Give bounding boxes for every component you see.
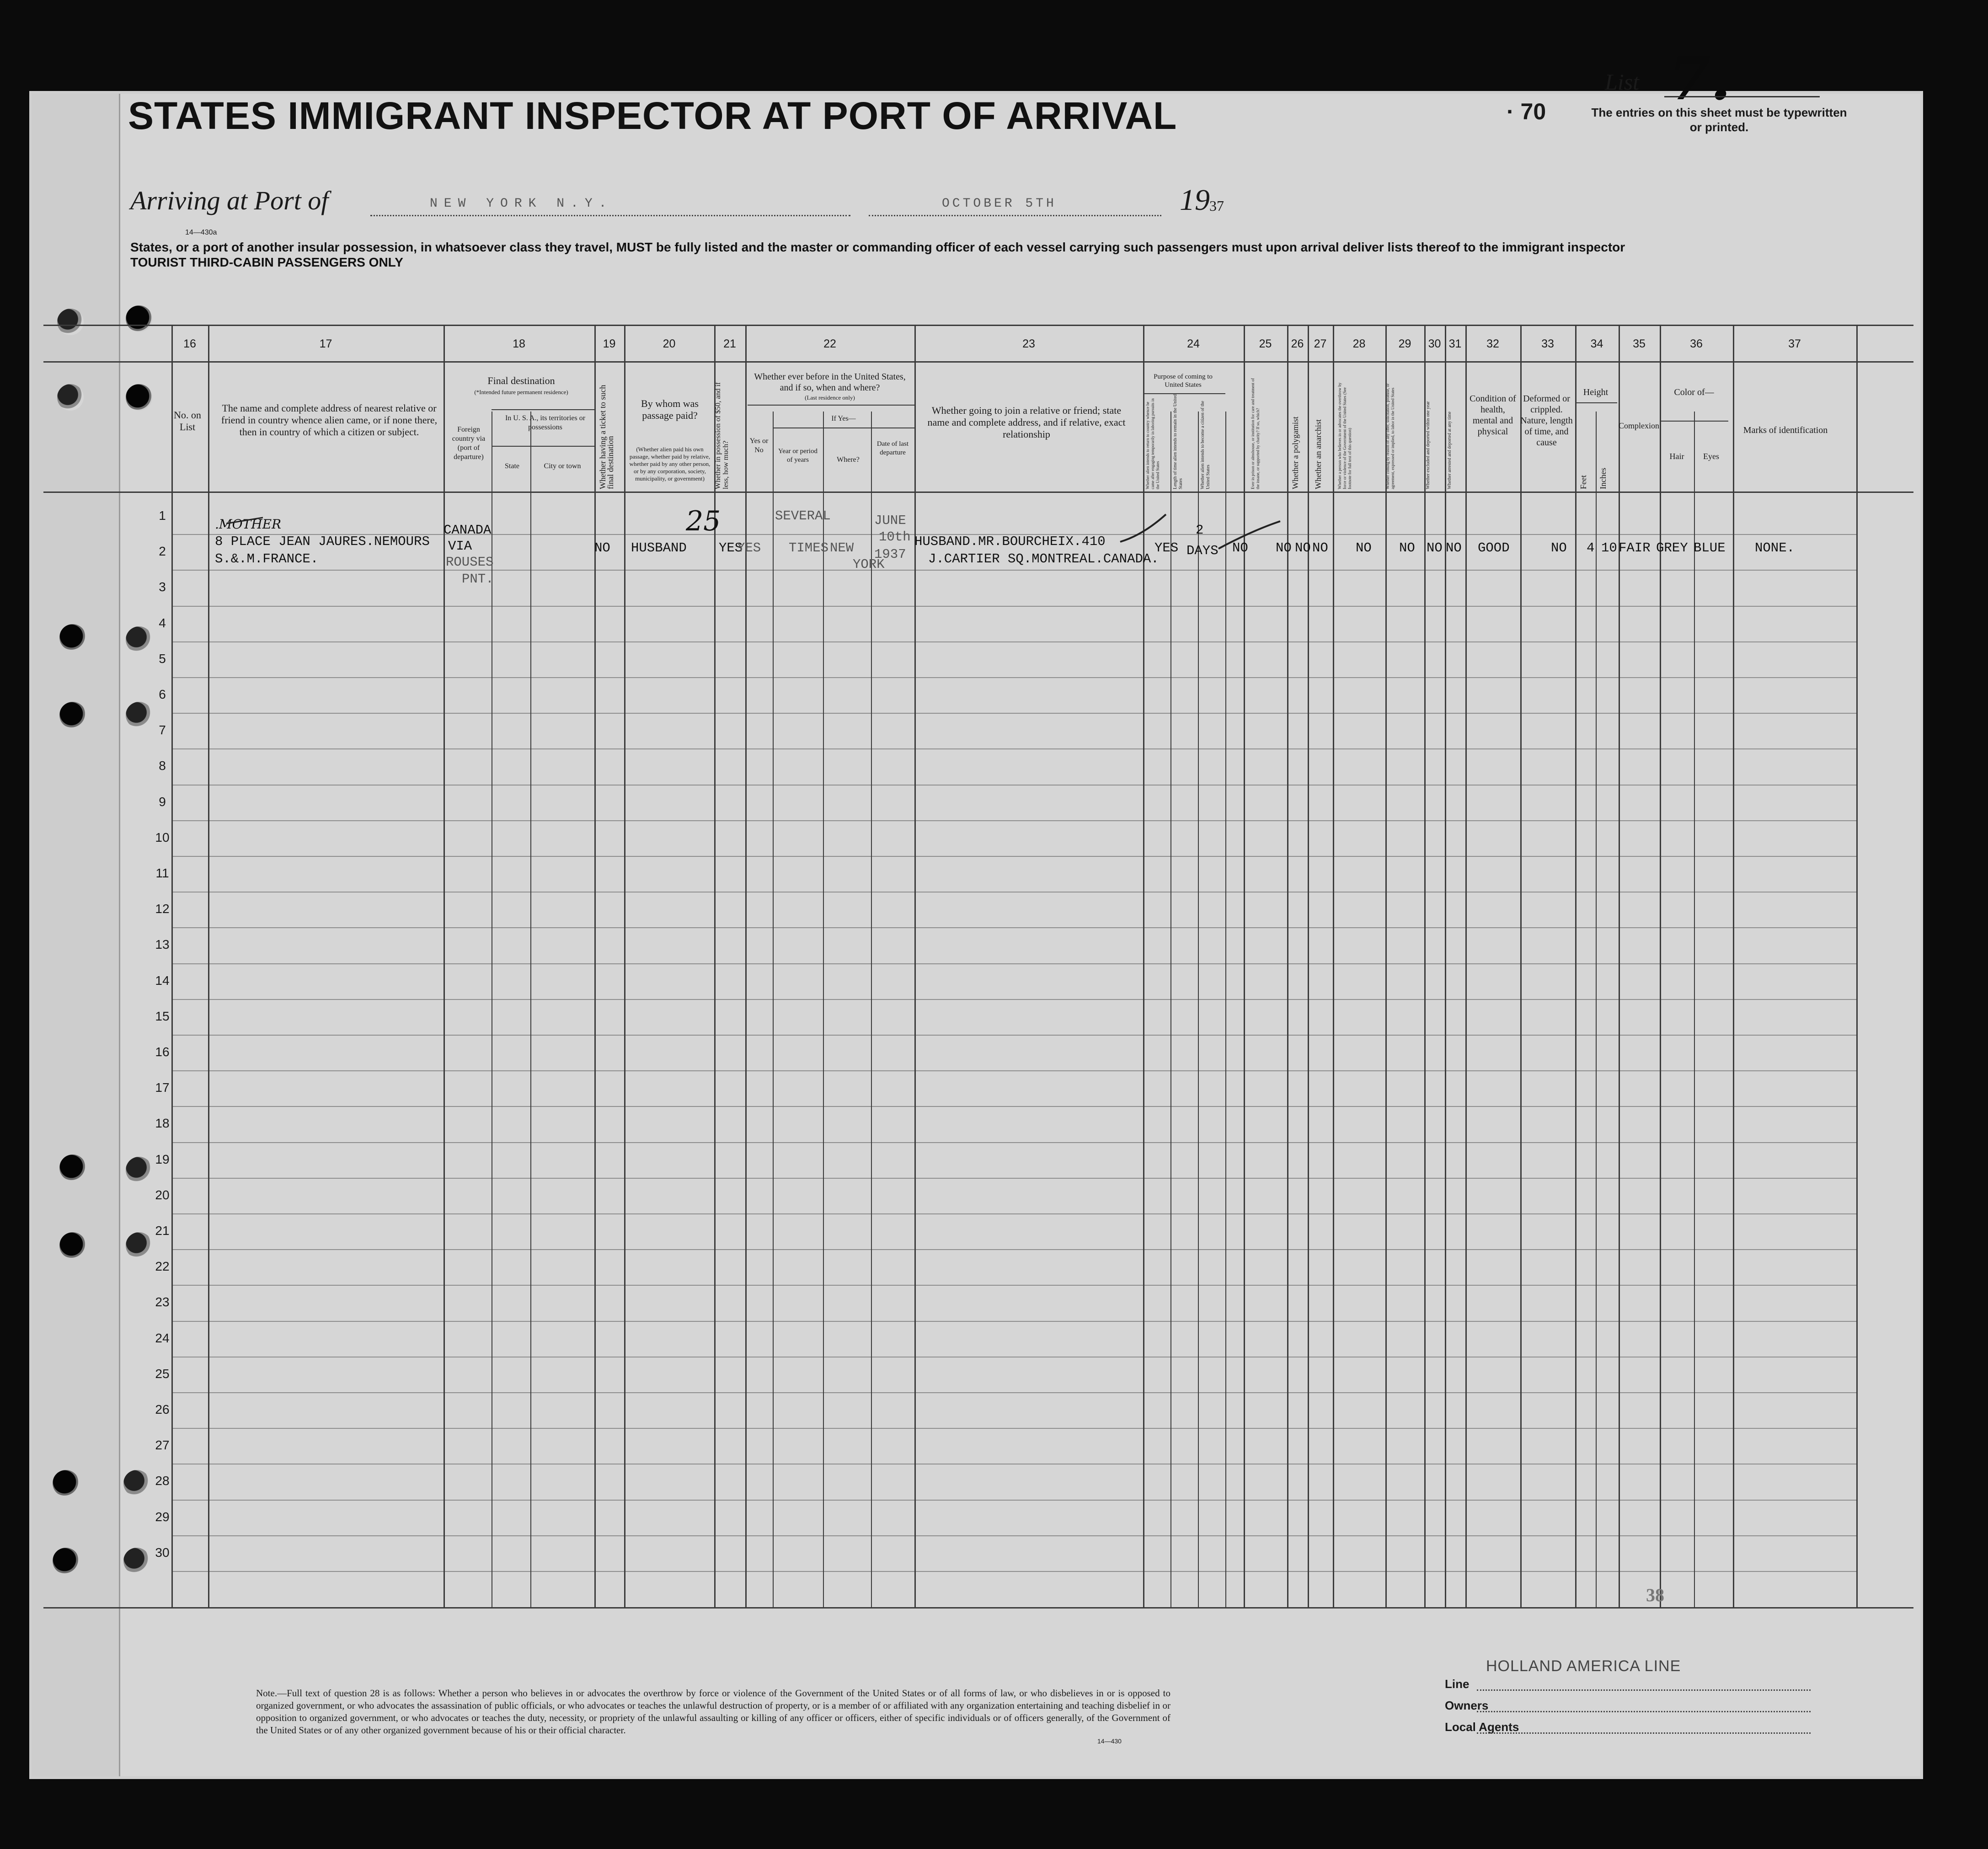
header-purpose: Purpose of coming to United States <box>1154 373 1213 389</box>
local-agents-label: Local Agents <box>1445 1720 1519 1734</box>
header-prison: Ever in prison or almshouse, or institution for care and treatment of the insane, or supported by charity? If so, which? <box>1251 378 1260 489</box>
header-complexion: Complexion <box>1619 421 1659 430</box>
stamp-number: 38 <box>1646 1585 1664 1605</box>
header-before-in-us: Whether ever before in the United States, and if so, when and where? <box>754 372 906 393</box>
instructions-text: States, or a port of another insular possession, in whatsoever class they travel, MUST be fully listed and the master or commanding officer of each vessel carrying such passengers must upon arrival deliver lists thereof to the immigrant inspector <box>130 240 1625 254</box>
column-number: 26 <box>1291 337 1304 350</box>
column-number: 22 <box>823 337 836 350</box>
header-no-on-list: No. on List <box>174 409 201 433</box>
header-inches: Inches <box>1598 468 1608 489</box>
row-number: 20 <box>155 1188 170 1202</box>
row-number: 18 <box>155 1116 170 1130</box>
row-number: 10 <box>155 830 170 844</box>
column-number: 33 <box>1541 337 1554 350</box>
header-ticket: Whether having a ticket to such final destination <box>598 385 615 489</box>
header-marks: Marks of identification <box>1743 425 1828 435</box>
length-value-1: 2 <box>1196 523 1204 538</box>
column-number: 17 <box>319 337 332 350</box>
header-anarchist: Whether an anarchist <box>1314 419 1323 489</box>
header-overthrow: Whether a person who believes in or advocates the overthrow by force or violence of the Government of the United States (See footnote for full text of this question) <box>1337 382 1352 489</box>
header-if-yes: If Yes— <box>831 415 856 422</box>
header-period-years: Year or period of years <box>778 448 818 464</box>
row-number: 21 <box>155 1224 170 1238</box>
header-foreign-country: Foreign country via (port of departure) <box>452 426 486 461</box>
column-number: 21 <box>723 337 736 350</box>
row-number: 16 <box>155 1045 170 1059</box>
row-number: 25 <box>155 1367 170 1381</box>
foreign-country-line-3: ROUSES <box>446 555 494 570</box>
header-color-of: Color of— <box>1674 387 1714 397</box>
foreign-country-line-1: CANADA <box>444 523 492 538</box>
header-length-of-stay: Length of time alien intends to remain in the United States <box>1173 394 1183 489</box>
date-value: OCTOBER 5TH <box>942 197 1057 211</box>
address-line-2: S.&.M.FRANCE. <box>215 551 319 566</box>
row-number: 12 <box>155 902 170 916</box>
money-value: YES <box>719 540 743 556</box>
deformed-value: NO <box>1551 540 1567 556</box>
list-label: List <box>1605 69 1640 95</box>
column-number: 28 <box>1352 337 1366 350</box>
header-deformed: Deformed or crippled. Nature, length of time, and cause <box>1520 394 1573 448</box>
foreign-country-line-2: VIA <box>448 539 472 554</box>
where-line-1: NEW <box>830 540 854 556</box>
row-number: 19 <box>155 1152 170 1166</box>
header-city: City or town <box>544 462 581 470</box>
column-number: 16 <box>183 337 196 350</box>
column-number: 34 <box>1590 337 1603 350</box>
arriving-label: Arriving at Port of <box>130 186 329 215</box>
ticket-value: NO <box>594 540 610 556</box>
header-become-citizen: Whether alien intends to become a citizen of the United States <box>1200 401 1211 489</box>
header-in-usa: In U. S. A., its territories or possessions <box>505 414 586 431</box>
row-number: 13 <box>155 937 170 951</box>
header-final-destination: Final destination <box>487 375 555 386</box>
footnote-question-28: Note.—Full text of question 28 is as follows: Whether a person who believes in or advocates the overthrow by force or violence of the Government of the United States or of all forms of law, or who disbelieves in or is opposed to organized government, or who advocates the assassination of public officials, or who advocates or teaches the unlawful destruction of property, or is a member of or affiliated with any organization entertaining and teaching disbelief in or opposition to organized government, or who advocates or teaches the duty, necessity, or propriety of the unlawful assaulting or killing of any officer or officers, either of specific individuals or of officers generally, of the Government of the United States or of any other organized government because of his or their official character. <box>256 1688 1170 1736</box>
header-feet: Feet <box>1579 475 1588 489</box>
period-line-1: SEVERAL <box>775 508 831 524</box>
header-final-destination-note: (*Intended future permanent residence) <box>474 389 568 395</box>
header-eyes: Eyes <box>1703 452 1719 461</box>
before-us-value: YES <box>737 540 761 556</box>
row-number: 22 <box>155 1259 170 1273</box>
row-number: 30 <box>155 1545 170 1560</box>
header-arrested: Whether arrested and deported at any time <box>1447 411 1452 489</box>
column-number: 18 <box>513 337 525 350</box>
row-number: 28 <box>155 1474 170 1488</box>
header-passage-note: (Whether alien paid his own passage, whether paid by relative, whether paid by any other person, or by any corporation, society, municipality, or government) <box>629 446 711 482</box>
hair-value: GREY <box>1656 540 1688 556</box>
paid-by-value: HUSBAND <box>631 540 687 556</box>
column-number: 37 <box>1788 337 1801 350</box>
row-number: 23 <box>155 1295 170 1309</box>
row-number: 17 <box>155 1080 170 1095</box>
column-number: 29 <box>1398 337 1411 350</box>
period-line-2: TIMES <box>789 540 829 556</box>
column-number: 36 <box>1690 337 1703 350</box>
column-number: 23 <box>1022 337 1035 350</box>
header-excluded: Whether excluded and deported within one year <box>1426 401 1431 489</box>
header-health: Condition of health, mental and physical <box>1470 394 1516 437</box>
excluded-value: NO <box>1427 540 1443 556</box>
header-relative-address: The name and complete address of nearest relative or friend in country whence alien came, or if none there, then in country of which a citizen or subject. <box>221 402 438 438</box>
relation-value: .MOTHER <box>215 517 282 532</box>
header-return-country: Whether alien intends to return to country whence he came after engaging temporarily in laboring pursuits in the United States <box>1145 398 1160 489</box>
header-date-departure: Date of last departure <box>876 440 909 456</box>
sheet-number: · 70 <box>1507 99 1546 124</box>
complexion-value: FAIR <box>1619 540 1651 556</box>
form-title: STATES IMMIGRANT INSPECTOR AT PORT OF ARRIVAL <box>128 94 1177 137</box>
line-label: Line <box>1445 1677 1470 1691</box>
row-number: 24 <box>155 1331 170 1345</box>
header-state: State <box>505 462 519 470</box>
column-number: 32 <box>1486 337 1499 350</box>
address-line-1: 8 PLACE JEAN JAURES.NEMOURS <box>215 534 430 549</box>
line-underline <box>1477 1689 1811 1691</box>
header-polygamist: Whether a polygamist <box>1291 417 1300 489</box>
row-number: 1 <box>159 508 166 523</box>
header-last-residence: (Last residence only) <box>805 394 855 401</box>
money-handwritten-mark: 25 <box>686 505 721 537</box>
port-value: NEW YORK N.Y. <box>430 197 613 211</box>
shipping-line-value: HOLLAND AMERICA LINE <box>1486 1657 1681 1675</box>
header-yes-no: Yes or No <box>749 437 769 454</box>
foreign-country-line-4: PNT. <box>462 572 494 587</box>
row-number: 8 <box>159 759 166 773</box>
entries-note: The entries on this sheet must be typewritten or printed. <box>1591 106 1847 134</box>
class-line: TOURIST THIRD-CABIN PASSENGERS ONLY <box>130 255 403 269</box>
year-suffix: 37 <box>1209 198 1224 214</box>
offer-labor-value: NO <box>1399 540 1415 556</box>
column-number: 30 <box>1428 337 1441 350</box>
row-number: 6 <box>159 687 166 701</box>
footer-form-code: 14—430 <box>1097 1737 1122 1745</box>
column-number: 31 <box>1448 337 1462 350</box>
inches-value: 10 <box>1601 540 1617 556</box>
row-number: 29 <box>155 1510 170 1524</box>
column-number: 27 <box>1314 337 1327 350</box>
departure-line-3: 1937 <box>874 547 906 562</box>
column-number: 25 <box>1259 337 1272 350</box>
header-hair: Hair <box>1669 452 1684 461</box>
citizen-value: NO <box>1232 540 1248 556</box>
marks-value: NONE. <box>1755 540 1795 556</box>
join-relative-line-2: J.CARTIER SQ.MONTREAL.CANADA. <box>928 551 1159 566</box>
header-fifty-dollars: Whether in possession of $50, and if less, how much? <box>714 382 730 489</box>
column-number: 24 <box>1187 337 1200 350</box>
column-number: 19 <box>603 337 616 350</box>
row-number: 14 <box>155 973 170 988</box>
owners-label: Owners <box>1445 1699 1489 1712</box>
feet-value: 4 <box>1587 540 1595 556</box>
health-value: GOOD <box>1478 540 1510 556</box>
form-code: 14—430a <box>185 229 217 236</box>
join-relative-line-1: HUSBAND.MR.BOURCHEIX.410 <box>914 534 1106 549</box>
column-number: 35 <box>1633 337 1646 350</box>
length-value-2: DAYS <box>1186 543 1218 558</box>
departure-line-2: 10th <box>879 529 911 545</box>
anarchist-value: NO <box>1312 540 1328 556</box>
header-passage-paid: By whom was passage paid? <box>641 398 699 421</box>
header-where: Where? <box>837 456 860 464</box>
list-number: 7. <box>1669 43 1731 113</box>
row-number: 27 <box>155 1438 170 1452</box>
prison-value: NO <box>1276 540 1292 556</box>
row-number: 2 <box>159 544 166 558</box>
row-number: 15 <box>155 1009 170 1023</box>
row-number: 4 <box>159 616 166 630</box>
owners-underline <box>1477 1711 1811 1712</box>
header-join-relative: Whether going to join a relative or friend; state name and complete address, and if relative, exact relationship <box>927 405 1126 440</box>
row-number: 5 <box>159 652 166 666</box>
arrested-value: NO <box>1446 540 1462 556</box>
header-height: Height <box>1583 387 1609 397</box>
row-number: 11 <box>155 866 169 880</box>
row-number: 9 <box>159 795 166 809</box>
year-prefix: 19 <box>1180 183 1210 217</box>
overthrow-value: NO <box>1356 540 1372 556</box>
departure-line-1: JUNE <box>874 513 906 528</box>
agents-underline <box>1477 1732 1811 1734</box>
where-line-2: YORK <box>853 557 885 572</box>
polygamist-value: NO <box>1295 540 1311 556</box>
return-value: YES <box>1154 540 1179 556</box>
header-offer-labor: Whether coming by reason of any offer, solicitation, promise, or agreement, expressed or implied, to labor in the United States <box>1385 383 1395 489</box>
row-number: 26 <box>155 1402 170 1416</box>
row-number: 7 <box>159 723 166 737</box>
row-number: 3 <box>159 580 166 594</box>
eyes-value: BLUE <box>1694 540 1726 556</box>
column-number: 20 <box>663 337 676 350</box>
